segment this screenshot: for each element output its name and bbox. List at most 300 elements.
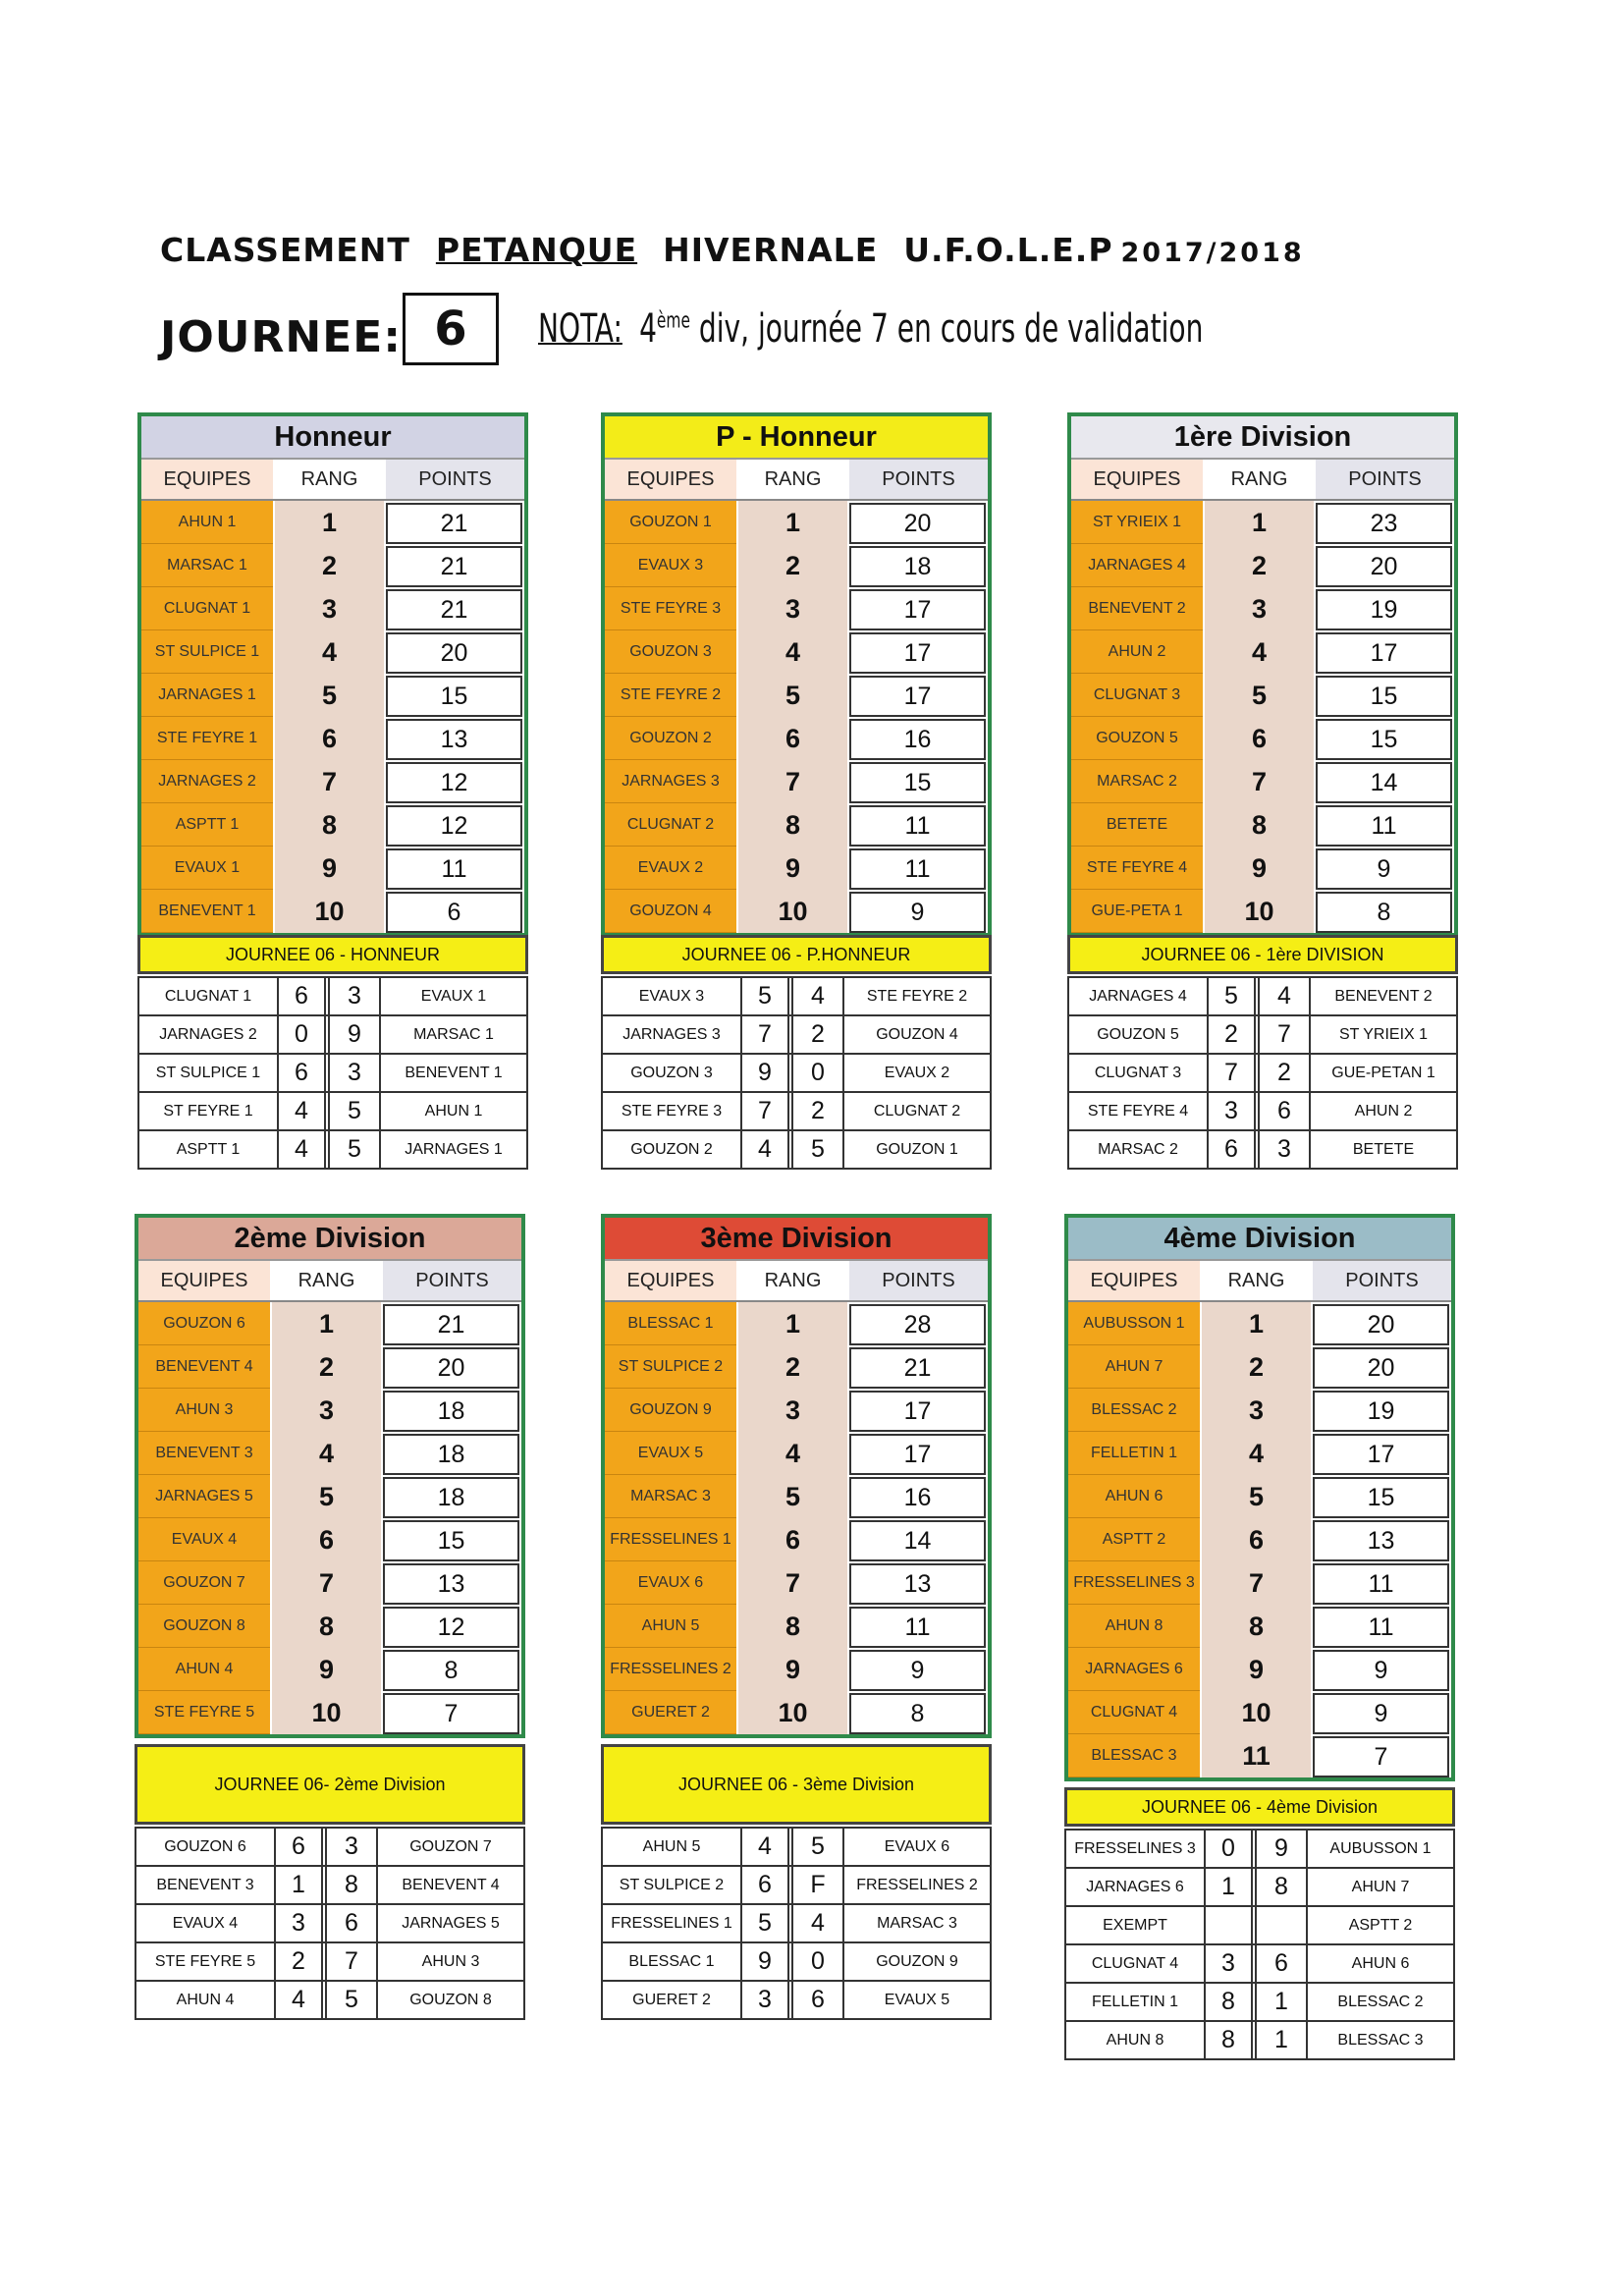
team-name: STE FEYRE 5 — [138, 1691, 270, 1734]
match-row — [1064, 1907, 1455, 1945]
results-title: JOURNEE 06 - 3ème Division — [601, 1744, 992, 1825]
table-row — [605, 847, 988, 890]
rank-value: 9 — [275, 847, 384, 890]
home-score: 7 — [742, 1016, 793, 1053]
away-score: 3 — [327, 1829, 378, 1865]
rank-value: 6 — [1205, 717, 1314, 760]
rank-value: 8 — [738, 1605, 847, 1648]
table-row — [141, 544, 524, 587]
points-value: 17 — [849, 1434, 986, 1475]
team-name: CLUGNAT 4 — [1068, 1691, 1200, 1734]
home-score: 6 — [279, 1055, 330, 1091]
table-row — [138, 1302, 521, 1345]
nota-label: NOTA: — [538, 306, 622, 352]
table-row — [605, 674, 988, 717]
points-value: 11 — [1316, 805, 1452, 847]
team-name: AHUN 7 — [1068, 1345, 1200, 1389]
rank-value: 4 — [738, 630, 847, 674]
team-name: JARNAGES 2 — [141, 760, 273, 803]
away-score: 5 — [327, 1982, 378, 2018]
table-row — [605, 1475, 988, 1518]
column-header-rang: RANG — [1203, 460, 1316, 499]
away-score: 3 — [330, 978, 381, 1014]
away-score: 9 — [330, 1016, 381, 1053]
match-row — [601, 1829, 992, 1867]
column-headers — [605, 460, 988, 501]
rank-value: 11 — [1202, 1734, 1311, 1777]
season: 2017/2018 — [1120, 238, 1305, 268]
column-headers — [605, 1261, 988, 1302]
team-name: GOUZON 1 — [605, 501, 736, 544]
away-team: BENEVENT 1 — [405, 1064, 503, 1081]
table-row — [1071, 847, 1454, 890]
points-value: 16 — [849, 1477, 986, 1518]
rank-value: 4 — [272, 1432, 381, 1475]
home-score: 5 — [742, 1905, 793, 1941]
rank-value: 4 — [1202, 1432, 1311, 1475]
rank-value: 7 — [272, 1561, 381, 1605]
away-team: EVAUX 5 — [884, 1991, 950, 2008]
home-score: 4 — [279, 1131, 330, 1168]
table-row — [141, 803, 524, 847]
rank-value: 2 — [738, 544, 847, 587]
rank-value: 3 — [275, 587, 384, 630]
home-score: 9 — [742, 1055, 793, 1091]
team-name: BLESSAC 3 — [1068, 1734, 1200, 1777]
rank-value: 10 — [738, 1691, 847, 1734]
home-team: AHUN 8 — [1066, 2022, 1206, 2058]
away-score: 7 — [1260, 1016, 1311, 1053]
points-value: 17 — [849, 632, 986, 674]
home-score: 3 — [742, 1982, 793, 2018]
column-headers — [1071, 460, 1454, 501]
table-row — [138, 1389, 521, 1432]
away-team: JARNAGES 5 — [402, 1914, 500, 1932]
team-name: JARNAGES 3 — [605, 760, 736, 803]
table-row — [141, 847, 524, 890]
away-score: 4 — [1260, 978, 1311, 1014]
home-score: 3 — [1209, 1093, 1260, 1129]
table-row — [141, 630, 524, 674]
table-row — [138, 1432, 521, 1475]
team-name: BLESSAC 2 — [1068, 1389, 1200, 1432]
document-title — [160, 231, 1305, 269]
team-name: STE FEYRE 1 — [141, 717, 273, 760]
away-team: GUE-PETAN 1 — [1331, 1064, 1435, 1081]
team-name: GOUZON 2 — [605, 717, 736, 760]
team-name: MARSAC 3 — [605, 1475, 736, 1518]
team-name: GOUZON 6 — [138, 1302, 270, 1345]
home-team: CLUGNAT 4 — [1066, 1945, 1206, 1982]
results-title: JOURNEE 06- 2ème Division — [135, 1744, 525, 1825]
rank-value: 5 — [1205, 674, 1314, 717]
points-value: 7 — [1313, 1736, 1449, 1777]
match-row — [601, 1131, 992, 1170]
away-team: JARNAGES 1 — [405, 1140, 503, 1158]
column-header-points: POINTS — [1313, 1261, 1451, 1300]
points-value: 12 — [386, 805, 522, 847]
home-score: 2 — [276, 1943, 327, 1980]
match-row — [1067, 1093, 1458, 1131]
rank-value: 7 — [738, 760, 847, 803]
match-row — [601, 1093, 992, 1131]
home-score: 4 — [742, 1131, 793, 1168]
home-score: 5 — [742, 978, 793, 1014]
table-row — [138, 1518, 521, 1561]
match-row — [601, 1905, 992, 1943]
table-row — [605, 587, 988, 630]
column-header-points: POINTS — [849, 460, 988, 499]
points-value: 11 — [849, 1607, 986, 1648]
match-row — [135, 1867, 525, 1905]
home-team: EVAUX 3 — [603, 978, 742, 1014]
rank-value: 1 — [1205, 501, 1314, 544]
home-score: 3 — [276, 1905, 327, 1941]
journee-label: JOURNEE: — [160, 312, 402, 362]
results-title: JOURNEE 06 - 4ème Division — [1064, 1787, 1455, 1827]
home-team: STE FEYRE 5 — [136, 1943, 276, 1980]
away-score: 2 — [1260, 1055, 1311, 1091]
team-name: GOUZON 7 — [138, 1561, 270, 1605]
division-title: 1ère Division — [1071, 416, 1454, 460]
points-value: 8 — [849, 1693, 986, 1734]
home-team: BLESSAC 1 — [603, 1943, 742, 1980]
points-value: 20 — [1313, 1347, 1449, 1389]
home-score: 8 — [1206, 1984, 1257, 2020]
points-value: 21 — [386, 589, 522, 630]
column-headers — [141, 460, 524, 501]
points-value: 9 — [849, 1650, 986, 1691]
match-row — [135, 1829, 525, 1867]
rank-value: 9 — [738, 1648, 847, 1691]
match-row — [1064, 2022, 1455, 2060]
match-row — [1067, 1016, 1458, 1055]
home-team: STE FEYRE 4 — [1069, 1093, 1209, 1129]
table-row — [605, 760, 988, 803]
points-value: 15 — [383, 1520, 519, 1561]
column-header-rang: RANG — [736, 1261, 849, 1300]
points-value: 11 — [1313, 1563, 1449, 1605]
points-value: 15 — [1316, 719, 1452, 760]
points-value: 19 — [1316, 589, 1452, 630]
column-headers — [1068, 1261, 1451, 1302]
team-name: BENEVENT 2 — [1071, 587, 1203, 630]
table-row — [1071, 674, 1454, 717]
away-score: 1 — [1257, 2022, 1308, 2058]
rank-value: 3 — [1205, 587, 1314, 630]
table-row — [605, 1691, 988, 1734]
table-row — [138, 1345, 521, 1389]
match-row — [135, 1943, 525, 1982]
nota — [538, 306, 1203, 352]
home-team: JARNAGES 2 — [139, 1016, 279, 1053]
away-score: 0 — [793, 1055, 844, 1091]
team-name: GUE-PETA 1 — [1071, 890, 1203, 933]
table-row — [1071, 803, 1454, 847]
standings-table — [1064, 1214, 1455, 1781]
home-team: GUERET 2 — [603, 1982, 742, 2018]
rank-value: 5 — [272, 1475, 381, 1518]
points-value: 12 — [383, 1607, 519, 1648]
points-value: 23 — [1316, 503, 1452, 544]
match-row — [1067, 1131, 1458, 1170]
match-row — [135, 1982, 525, 2020]
title-word: PETANQUE — [435, 231, 638, 269]
points-value: 21 — [386, 503, 522, 544]
match-row — [601, 1943, 992, 1982]
team-name: JARNAGES 4 — [1071, 544, 1203, 587]
points-value: 14 — [1316, 762, 1452, 803]
home-team: JARNAGES 4 — [1069, 978, 1209, 1014]
column-headers — [138, 1261, 521, 1302]
rank-value: 7 — [1205, 760, 1314, 803]
points-value: 6 — [386, 892, 522, 933]
team-name: JARNAGES 1 — [141, 674, 273, 717]
home-score: 4 — [279, 1093, 330, 1129]
rank-value: 3 — [1202, 1389, 1311, 1432]
table-row — [1068, 1561, 1451, 1605]
points-value: 14 — [849, 1520, 986, 1561]
table-row — [605, 1518, 988, 1561]
points-value: 11 — [849, 848, 986, 890]
column-header-points: POINTS — [383, 1261, 521, 1300]
points-value: 17 — [849, 589, 986, 630]
rank-value: 7 — [738, 1561, 847, 1605]
rank-value: 5 — [738, 674, 847, 717]
away-team: GOUZON 1 — [876, 1140, 958, 1158]
match-row — [601, 1982, 992, 2020]
rank-value: 10 — [272, 1691, 381, 1734]
team-name: GOUZON 9 — [605, 1389, 736, 1432]
table-row — [141, 674, 524, 717]
points-value: 15 — [1313, 1477, 1449, 1518]
column-header-points: POINTS — [849, 1261, 988, 1300]
team-name: AHUN 6 — [1068, 1475, 1200, 1518]
match-row — [601, 1867, 992, 1905]
points-value: 18 — [383, 1477, 519, 1518]
home-team: GOUZON 2 — [603, 1131, 742, 1168]
home-team: GOUZON 3 — [603, 1055, 742, 1091]
points-value: 9 — [1313, 1693, 1449, 1734]
match-row — [137, 1093, 528, 1131]
rank-value: 7 — [275, 760, 384, 803]
results-table — [135, 1744, 525, 2020]
team-name: MARSAC 1 — [141, 544, 273, 587]
rank-value: 7 — [1202, 1561, 1311, 1605]
away-team: GOUZON 8 — [409, 1991, 492, 2008]
team-name: GOUZON 3 — [605, 630, 736, 674]
away-score: F — [793, 1867, 844, 1903]
team-name: AHUN 8 — [1068, 1605, 1200, 1648]
table-row — [141, 717, 524, 760]
column-header-team: EQUIPES — [138, 1261, 270, 1300]
points-value: 18 — [849, 546, 986, 587]
points-value: 18 — [383, 1434, 519, 1475]
away-team: EVAUX 1 — [420, 987, 487, 1005]
away-team: BETETE — [1352, 1140, 1415, 1158]
match-row — [601, 978, 992, 1016]
table-row — [1071, 890, 1454, 933]
results-title: JOURNEE 06 - HONNEUR — [137, 935, 528, 974]
team-name: ST YRIEIX 1 — [1071, 501, 1203, 544]
away-score: 4 — [793, 1905, 844, 1941]
away-score: 8 — [1257, 1869, 1308, 1905]
rank-value: 4 — [1205, 630, 1314, 674]
home-score: 0 — [1206, 1831, 1257, 1867]
points-value: 13 — [849, 1563, 986, 1605]
rank-value: 6 — [1202, 1518, 1311, 1561]
home-team: AHUN 4 — [136, 1982, 276, 2018]
rank-value: 10 — [275, 890, 384, 933]
home-score: 6 — [742, 1867, 793, 1903]
column-header-rang: RANG — [273, 460, 386, 499]
away-team: CLUGNAT 2 — [873, 1102, 961, 1120]
table-row — [1068, 1691, 1451, 1734]
team-name: AHUN 1 — [141, 501, 273, 544]
nota-text: div, journée 7 en cours de validation — [689, 306, 1204, 352]
match-row — [1064, 1945, 1455, 1984]
standings-table — [135, 1214, 525, 1738]
rank-value: 10 — [738, 890, 847, 933]
rank-value: 10 — [1202, 1691, 1311, 1734]
home-score: 4 — [742, 1829, 793, 1865]
team-name: ASPTT 2 — [1068, 1518, 1200, 1561]
team-name: CLUGNAT 1 — [141, 587, 273, 630]
points-value: 21 — [849, 1347, 986, 1389]
team-name: AHUN 2 — [1071, 630, 1203, 674]
away-score: 6 — [1257, 1945, 1308, 1982]
home-team: AHUN 5 — [603, 1829, 742, 1865]
table-row — [1068, 1648, 1451, 1691]
points-value: 20 — [1313, 1304, 1449, 1345]
table-row — [1068, 1432, 1451, 1475]
away-score: 4 — [793, 978, 844, 1014]
points-value: 17 — [1316, 632, 1452, 674]
rank-value: 2 — [1205, 544, 1314, 587]
table-row — [605, 1302, 988, 1345]
table-row — [605, 1605, 988, 1648]
away-team: FRESSELINES 2 — [856, 1876, 978, 1893]
points-value: 11 — [849, 805, 986, 847]
column-header-team: EQUIPES — [605, 1261, 736, 1300]
away-score: 7 — [327, 1943, 378, 1980]
table-row — [138, 1691, 521, 1734]
team-name: STE FEYRE 4 — [1071, 847, 1203, 890]
standings-table — [137, 412, 528, 937]
away-score: 5 — [793, 1131, 844, 1168]
rank-value: 5 — [1202, 1475, 1311, 1518]
away-team: GOUZON 4 — [876, 1025, 958, 1043]
match-row — [601, 1055, 992, 1093]
team-name: AUBUSSON 1 — [1068, 1302, 1200, 1345]
results-table — [601, 1744, 992, 2020]
table-row — [605, 1389, 988, 1432]
rank-value: 8 — [272, 1605, 381, 1648]
nota-superscript: ème — [656, 308, 690, 334]
away-team: AHUN 3 — [421, 1952, 480, 1970]
away-score: 0 — [793, 1943, 844, 1980]
points-value: 17 — [849, 676, 986, 717]
rank-value: 2 — [275, 544, 384, 587]
points-value: 28 — [849, 1304, 986, 1345]
home-score: 7 — [1209, 1055, 1260, 1091]
table-row — [1068, 1389, 1451, 1432]
team-name: ST SULPICE 1 — [141, 630, 273, 674]
rank-value: 3 — [738, 587, 847, 630]
away-team: AHUN 2 — [1354, 1102, 1413, 1120]
away-team: AHUN 6 — [1351, 1954, 1410, 1972]
away-team: ASPTT 2 — [1348, 1916, 1413, 1934]
team-name: BLESSAC 1 — [605, 1302, 736, 1345]
team-name: MARSAC 2 — [1071, 760, 1203, 803]
team-name: BENEVENT 1 — [141, 890, 273, 933]
match-row — [137, 1055, 528, 1093]
points-value: 8 — [383, 1650, 519, 1691]
away-score: 5 — [793, 1829, 844, 1865]
away-team: MARSAC 3 — [877, 1914, 957, 1932]
home-score: 3 — [1206, 1945, 1257, 1982]
table-row — [1068, 1345, 1451, 1389]
table-row — [605, 1345, 988, 1389]
table-row — [1068, 1302, 1451, 1345]
table-row — [141, 890, 524, 933]
team-name: JARNAGES 5 — [138, 1475, 270, 1518]
match-row — [137, 978, 528, 1016]
division-title: P - Honneur — [605, 416, 988, 460]
points-value: 9 — [849, 892, 986, 933]
home-team: JARNAGES 3 — [603, 1016, 742, 1053]
rank-value: 5 — [738, 1475, 847, 1518]
table-row — [605, 501, 988, 544]
points-value: 15 — [849, 762, 986, 803]
points-value: 17 — [1313, 1434, 1449, 1475]
team-name: STE FEYRE 2 — [605, 674, 736, 717]
away-score: 6 — [1260, 1093, 1311, 1129]
team-name: EVAUX 5 — [605, 1432, 736, 1475]
home-team: GOUZON 5 — [1069, 1016, 1209, 1053]
home-score: 2 — [1209, 1016, 1260, 1053]
table-row — [138, 1475, 521, 1518]
column-header-team: EQUIPES — [1071, 460, 1203, 499]
away-team: ST YRIEIX 1 — [1338, 1025, 1429, 1043]
points-value: 18 — [383, 1391, 519, 1432]
column-header-rang: RANG — [1200, 1261, 1313, 1300]
points-value: 13 — [383, 1563, 519, 1605]
points-value: 21 — [386, 546, 522, 587]
nota-division: 4 — [639, 306, 657, 352]
away-team: GOUZON 7 — [409, 1837, 492, 1855]
home-team: EXEMPT — [1066, 1907, 1206, 1943]
away-team: MARSAC 1 — [413, 1025, 494, 1043]
column-header-rang: RANG — [270, 1261, 383, 1300]
points-value: 20 — [849, 503, 986, 544]
points-value: 16 — [849, 719, 986, 760]
points-value: 20 — [386, 632, 522, 674]
home-score: 9 — [742, 1943, 793, 1980]
home-score: 6 — [279, 978, 330, 1014]
match-row — [1064, 1984, 1455, 2022]
team-name: GUERET 2 — [605, 1691, 736, 1734]
table-row — [605, 1561, 988, 1605]
results-table — [137, 935, 528, 1170]
points-value: 11 — [1313, 1607, 1449, 1648]
home-team: STE FEYRE 3 — [603, 1093, 742, 1129]
away-score: 5 — [330, 1131, 381, 1168]
table-row — [138, 1648, 521, 1691]
team-name: GOUZON 4 — [605, 890, 736, 933]
points-value: 13 — [386, 719, 522, 760]
home-score: 6 — [276, 1829, 327, 1865]
